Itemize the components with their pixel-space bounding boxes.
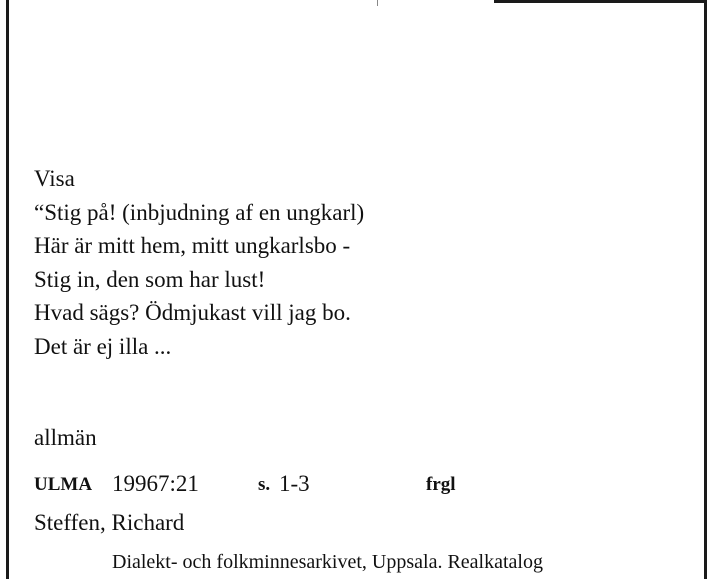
card-border-right — [704, 0, 707, 579]
verse-line: Det är ej illa ... — [34, 333, 172, 359]
verse-line: Visa — [34, 166, 75, 191]
pages-label: s. — [258, 474, 271, 495]
verse-line: Stig in, den som har lust! — [34, 266, 266, 292]
verse-block — [34, 162, 364, 363]
verse-line: “Stig på! (inbjudning af en ungkarl) — [34, 199, 365, 225]
card-border-left — [6, 0, 9, 579]
genre-code: frgl — [426, 474, 456, 495]
collector-name: Steffen, Richard — [34, 510, 185, 535]
scan-speck — [377, 0, 378, 6]
archive-footer: Dialekt- och folkminnesarkivet, Uppsala. Realkatalog — [112, 551, 543, 573]
accession-number: 19967:21 — [112, 471, 199, 496]
verse-line: Hvad sägs? Ödmjukast vill jag bo. — [34, 300, 351, 325]
verse-line: Här är mitt hem, mitt ungkarlsbo - — [34, 233, 351, 258]
card-border-top — [494, 0, 707, 3]
page-range: 1-3 — [279, 471, 310, 496]
category-label: allmän — [34, 425, 97, 450]
archive-code: ULMA — [34, 474, 93, 495]
